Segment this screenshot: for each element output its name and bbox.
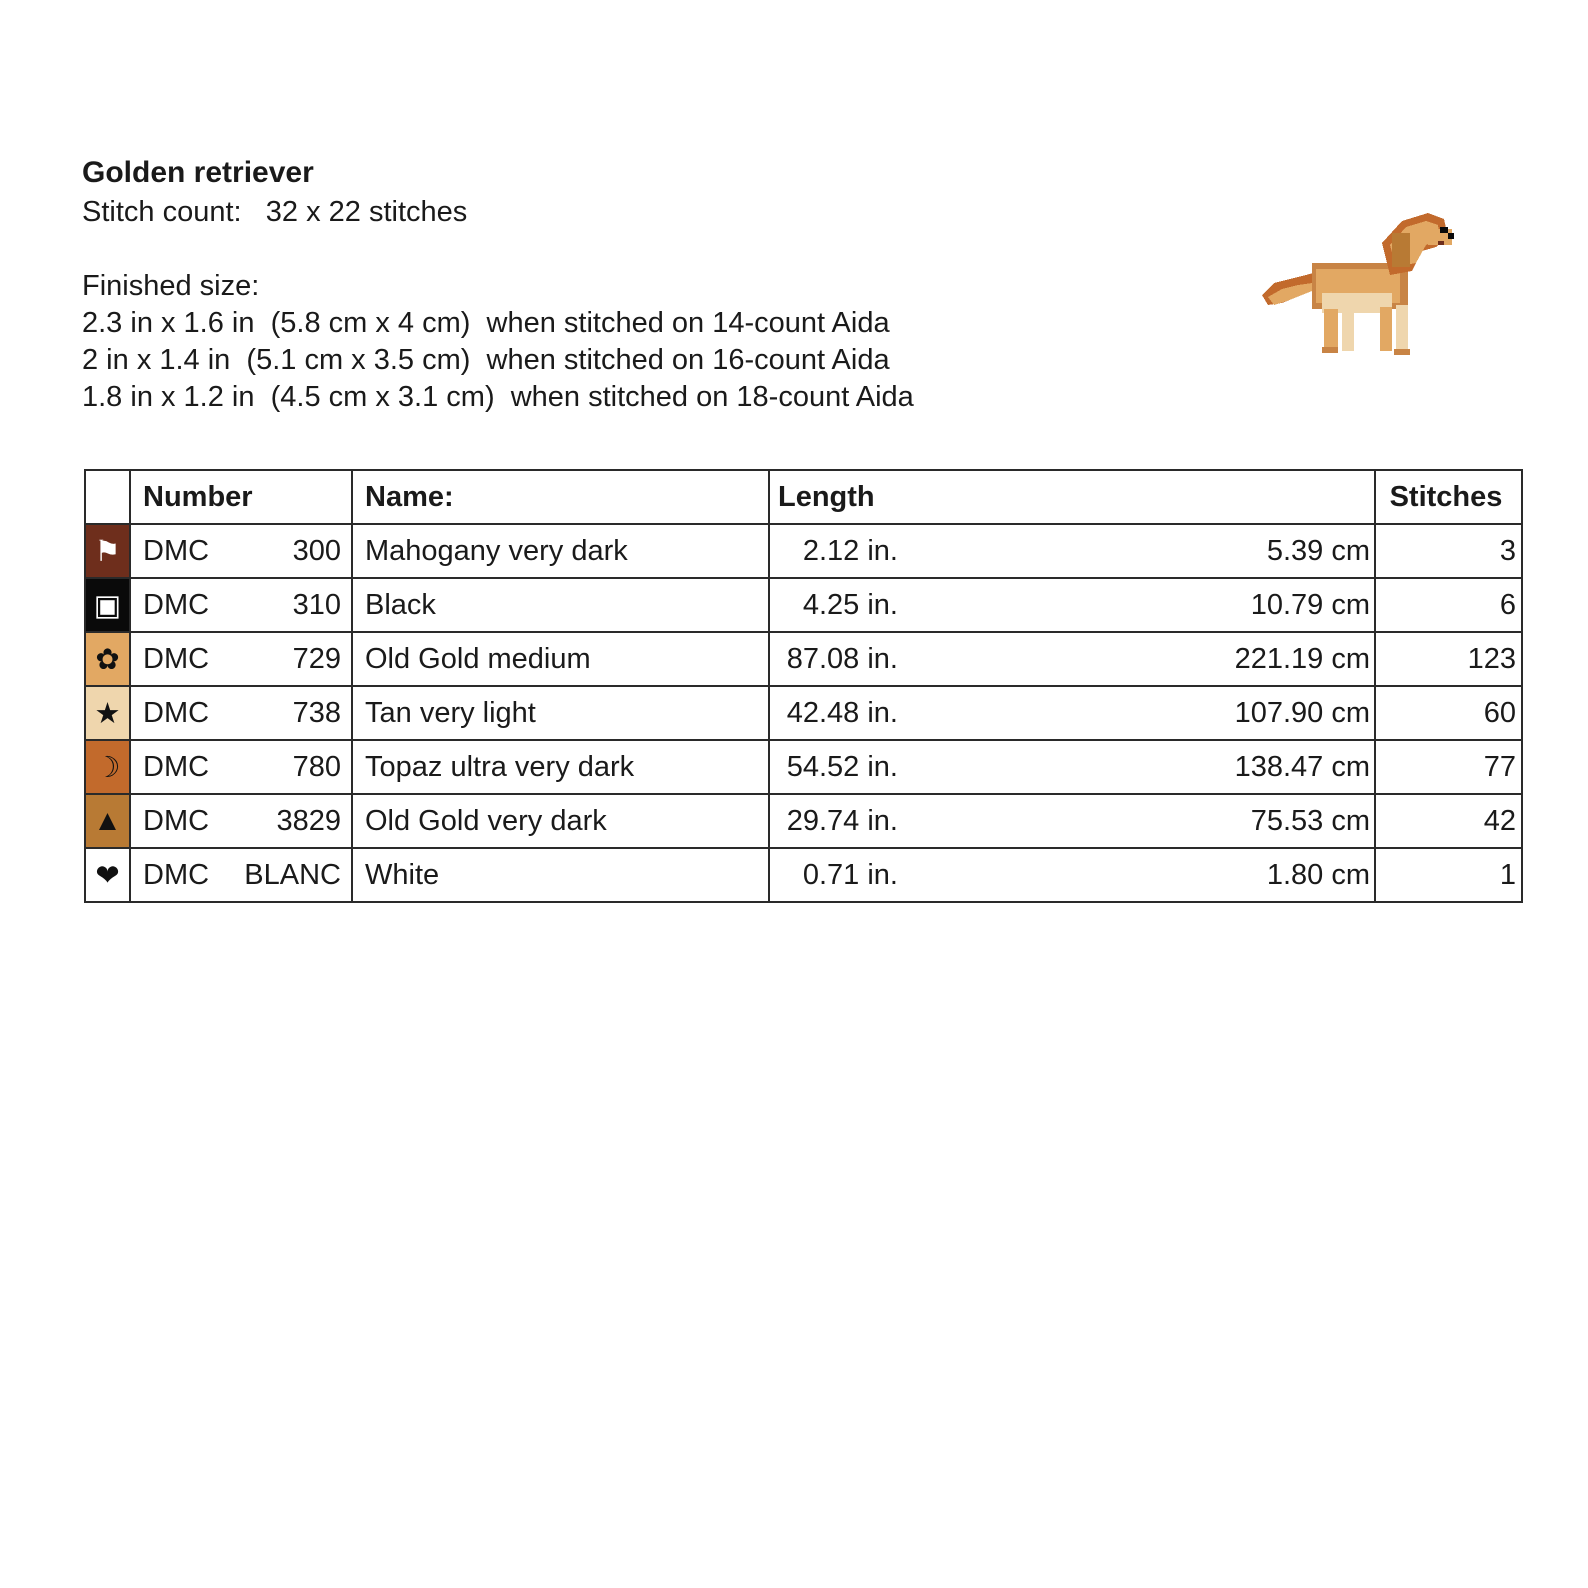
thread-key-table	[84, 469, 1523, 903]
thread-name: Topaz ultra very dark	[352, 740, 769, 794]
table-row	[85, 686, 1522, 740]
length-inches: 4.25 in.	[802, 588, 898, 621]
header-symbol-cell	[85, 470, 130, 524]
thread-name: Old Gold very dark	[352, 794, 769, 848]
stitch-count	[82, 196, 467, 229]
thread-name: Mahogany very dark	[352, 524, 769, 578]
thread-length	[769, 578, 1375, 632]
thread-brand: DMC	[143, 642, 210, 675]
header-number-label: Number	[143, 480, 253, 513]
thread-length	[769, 632, 1375, 686]
table-row	[85, 578, 1522, 632]
golden-retriever-preview-image	[1262, 213, 1482, 373]
header-length	[769, 470, 1375, 524]
length-cm: 138.47 cm	[1234, 750, 1370, 783]
thread-number	[130, 632, 352, 686]
thread-brand: DMC	[143, 858, 210, 891]
header-number	[130, 470, 352, 524]
thread-brand: DMC	[143, 696, 210, 729]
stitch-total: 77	[1375, 740, 1522, 794]
thread-brand: DMC	[143, 750, 210, 783]
thread-code: 738	[292, 696, 341, 729]
thread-code: 3829	[276, 804, 341, 837]
thread-code: 780	[292, 750, 341, 783]
header-length-label: Length	[778, 480, 875, 513]
header-stitches: Stitches	[1375, 470, 1522, 524]
table-header-row	[85, 470, 1522, 524]
tree-icon: ▲	[85, 794, 130, 848]
finished-size-label: Finished size:	[82, 270, 260, 302]
thread-brand: DMC	[143, 534, 210, 567]
thread-number	[130, 578, 352, 632]
length-inches: 29.74 in.	[786, 804, 898, 837]
thread-code: 310	[292, 588, 341, 621]
stitch-total: 6	[1375, 578, 1522, 632]
thread-name: Tan very light	[352, 686, 769, 740]
thread-length	[769, 740, 1375, 794]
stitch-total: 42	[1375, 794, 1522, 848]
table-row	[85, 632, 1522, 686]
thread-length	[769, 794, 1375, 848]
finished-size-16: 2 in x 1.4 in (5.1 cm x 3.5 cm) when stitched on 16-count Aida	[82, 344, 890, 376]
table-row	[85, 794, 1522, 848]
length-cm: 5.39 cm	[1266, 534, 1370, 567]
stitch-total: 1	[1375, 848, 1522, 902]
moon-icon: ☽	[85, 740, 130, 794]
thread-length	[769, 848, 1375, 902]
finished-size-18: 1.8 in x 1.2 in (4.5 cm x 3.1 cm) when stitched on 18-count Aida	[82, 381, 914, 413]
stitch-total: 60	[1375, 686, 1522, 740]
table-row	[85, 524, 1522, 578]
star-icon: ★	[85, 686, 130, 740]
thread-length	[769, 524, 1375, 578]
length-cm: 107.90 cm	[1234, 696, 1370, 729]
thread-number	[130, 794, 352, 848]
stitch-total: 3	[1375, 524, 1522, 578]
thread-name: White	[352, 848, 769, 902]
thread-length	[769, 686, 1375, 740]
length-inches: 2.12 in.	[802, 534, 898, 567]
thread-number	[130, 524, 352, 578]
thread-brand: DMC	[143, 588, 210, 621]
length-inches: 42.48 in.	[786, 696, 898, 729]
thread-number	[130, 848, 352, 902]
stitch-total: 123	[1375, 632, 1522, 686]
thread-name: Black	[352, 578, 769, 632]
thread-number	[130, 740, 352, 794]
table-row	[85, 740, 1522, 794]
thread-name: Old Gold medium	[352, 632, 769, 686]
square-icon: ▣	[85, 578, 130, 632]
thread-number	[130, 686, 352, 740]
length-cm: 75.53 cm	[1250, 804, 1370, 837]
length-cm: 221.19 cm	[1234, 642, 1370, 675]
thread-code: 300	[292, 534, 341, 567]
thread-code: BLANC	[244, 858, 341, 891]
length-cm: 10.79 cm	[1250, 588, 1370, 621]
table-row	[85, 848, 1522, 902]
length-inches: 54.52 in.	[786, 750, 898, 783]
length-inches: 0.71 in.	[802, 858, 898, 891]
thread-brand: DMC	[143, 804, 210, 837]
pattern-title: Golden retriever	[82, 156, 314, 189]
finished-size-14: 2.3 in x 1.6 in (5.8 cm x 4 cm) when stitched on 14-count Aida	[82, 307, 890, 339]
header-name: Name:	[352, 470, 769, 524]
heart-icon: ❤	[85, 848, 130, 902]
thread-code: 729	[292, 642, 341, 675]
length-inches: 87.08 in.	[786, 642, 898, 675]
flower-icon: ✿	[85, 632, 130, 686]
stitch-count-label: Stitch count:	[82, 196, 242, 228]
stitch-count-value: 32 x 22 stitches	[265, 196, 468, 228]
length-cm: 1.80 cm	[1266, 858, 1370, 891]
flag-icon: ⚑	[85, 524, 130, 578]
